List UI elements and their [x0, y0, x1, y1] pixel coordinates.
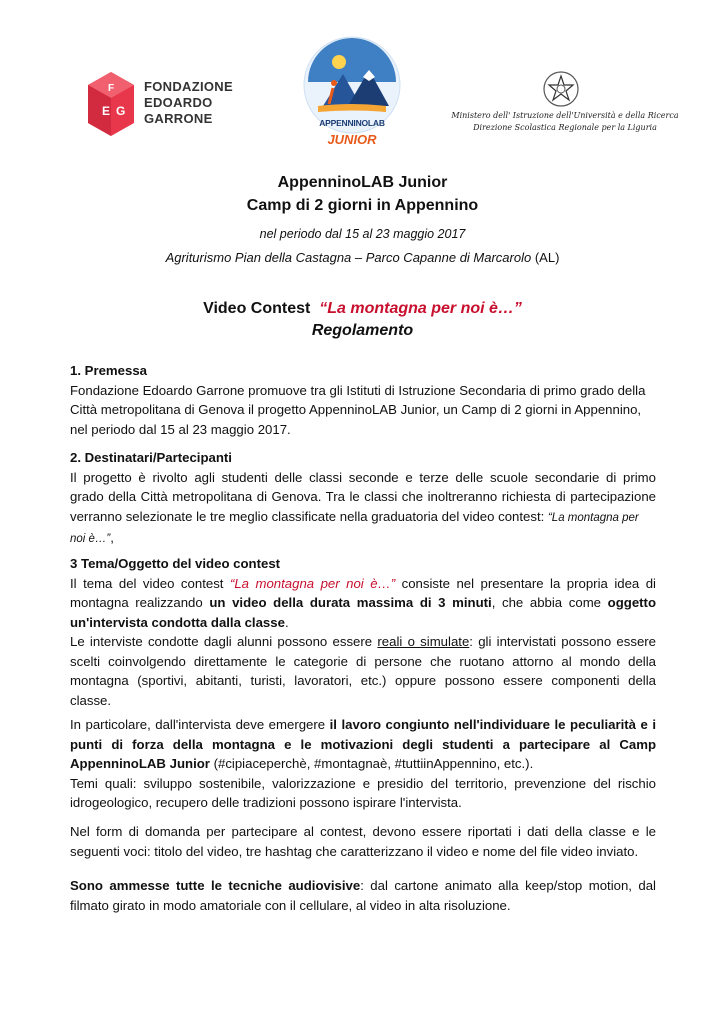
section-tema-paragraph-3	[70, 715, 656, 813]
foundation-name-line: GARRONE	[144, 111, 213, 126]
foundation-name-line: EDOARDO	[144, 95, 213, 110]
text-run: Il tema del video contest	[70, 575, 224, 591]
paragraph-line	[70, 593, 656, 613]
bold-run: AppenninoLAB Junior	[70, 756, 210, 771]
paragraph-line	[70, 754, 656, 774]
venue-name: Agriturismo Pian della Castagna – Parco Capanne di Marcarolo	[165, 250, 532, 265]
rules-title: Regolamento	[311, 322, 414, 339]
bold-run: il lavoro congiunto nell'individuare le peculiarità e i	[329, 717, 656, 732]
section-heading: 2. Destinatari/Partecipanti	[70, 450, 232, 465]
paragraph-line: Città metropolitana di Genova il progetto AppenninoLAB Junior, un Camp di 2 giorni in Appennino,	[70, 402, 642, 417]
fondazione-garrone-mark-icon	[88, 72, 134, 136]
paragraph-line: filmato girato in modo amatoriale con il cellulare, al video in alta risoluzione.	[70, 897, 511, 913]
paragraph-line: seguenti voci: titolo del video, tre hashtag che caratterizzano il video e nome del file video inviato.	[70, 843, 639, 859]
text-run: .	[284, 614, 289, 630]
svg-text:F: F	[108, 83, 115, 94]
title-venue	[60, 250, 665, 265]
contest-quote: “La montagna per	[547, 511, 639, 524]
contest-title	[60, 300, 665, 318]
ministry-logo	[450, 70, 680, 140]
bold-run: oggetto	[607, 595, 656, 610]
contest-name: “La montagna per noi è…”	[319, 300, 522, 317]
paragraph-line	[70, 528, 656, 550]
paragraph-line	[70, 632, 656, 652]
section-heading: 1. Premessa	[70, 363, 147, 378]
bold-run: un video della durata massima di 3 minuti	[209, 595, 492, 610]
text-run: , che abbia come	[491, 595, 602, 610]
paragraph-line: Il progetto è rivolto agli studenti delle classi seconde e terze delle scuole secondarie di primo	[70, 469, 656, 485]
app-logo-title: APPENNINOLAB	[319, 118, 385, 128]
title-line-1: AppenninoLAB Junior	[277, 174, 448, 191]
paragraph-line: scelti coinvolgendo direttamente le categorie di persone che ruotano attorno al mondo della	[70, 653, 656, 669]
svg-text:E: E	[102, 104, 111, 118]
text-run: verranno selezionate le tre meglio classificate nella graduatoria del video contest:	[70, 508, 545, 524]
contest-prefix: Video Contest	[203, 300, 311, 317]
paragraph-line: montagna (sportivi, abitanti, turisti, lavoratori, etc.) oppure possono essere componenti della	[70, 673, 656, 688]
paragraph-line: grado della Città metropolitana di Genova. Tra le classi che inoltreranno richiesta di partecipazione	[70, 489, 656, 504]
app-logo-subtitle: JUNIOR	[327, 132, 377, 147]
paragraph-line: Fondazione Edoardo Garrone promuove tra gli Istituti di Istruzione Secondaria di primo grado della	[70, 382, 646, 398]
foundation-name-line: FONDAZIONE	[144, 79, 233, 94]
fondazione-garrone-logo	[88, 72, 248, 136]
bold-run: Sono ammesse tutte le tecniche audiovisive	[70, 878, 361, 893]
svg-text:G: G	[116, 104, 126, 118]
paragraph-line	[70, 715, 656, 735]
text-run: (#cipiaceperchè, #montagnaè, #tuttiinAppennino, etc.).	[213, 756, 534, 771]
paragraph-line	[70, 574, 656, 594]
text-run: In particolare, dall'intervista deve emergere	[70, 717, 326, 732]
section-tema	[70, 554, 656, 710]
section-destinatari	[70, 448, 656, 550]
section-tema-paragraph-5	[70, 876, 656, 915]
paragraph-line: classe.	[70, 692, 112, 708]
paragraph-line	[70, 507, 656, 529]
title-line-2: Camp di 2 giorni in Appennino	[246, 197, 479, 214]
text-run: montagna realizzando	[70, 595, 203, 610]
paragraph-line: nel periodo dal 15 al 23 maggio 2017.	[70, 421, 291, 437]
section-tema-paragraph-4	[70, 822, 656, 861]
paragraph-line	[70, 876, 656, 896]
bold-run: un'intervista condotta dalla classe	[70, 614, 285, 630]
contest-quote: noi è…”	[70, 533, 111, 545]
paragraph-line: idrogeologico, recupero delle tradizioni possono ispirare l'intervista.	[70, 795, 462, 810]
paragraph-line: Temi quali: sviluppo sostenibile, valorizzazione e presidio del territorio, prevenzione del rischio	[70, 775, 656, 791]
appenninolab-junior-logo	[303, 36, 401, 147]
text-run: ,	[110, 530, 114, 545]
ministry-direction: Direzione Scolastica Regionale per la Liguria	[473, 123, 657, 132]
section-premessa	[70, 361, 656, 439]
paragraph-line: Nel form di domanda per partecipare al contest, devono essere riportati i dati della classe e le	[70, 824, 656, 839]
text-run: : gli intervistati possono essere	[469, 634, 656, 649]
section-heading: 3 Tema/Oggetto del video contest	[70, 556, 281, 571]
title-period: nel periodo dal 15 al 23 maggio 2017	[259, 227, 466, 241]
text-run: consiste nel presentare la propria idea di	[401, 575, 656, 591]
italian-republic-emblem-icon	[542, 70, 580, 108]
paragraph-line: punti di forza della montagna e le motivazioni degli studenti a partecipare al Camp	[70, 736, 656, 752]
text-run: : dal cartone animato alla keep/stop motion, dal	[360, 878, 656, 893]
venue-province: (AL)	[534, 250, 560, 265]
underlined-run: reali o simulate	[377, 634, 470, 649]
ministry-name: Ministero dell' Istruzione dell'Università e della Ricerca	[451, 111, 679, 120]
paragraph-line	[70, 613, 656, 633]
contest-quote: “La montagna per noi è…”	[229, 575, 396, 591]
text-run: Le interviste condotte dagli alunni possono essere	[70, 634, 373, 649]
